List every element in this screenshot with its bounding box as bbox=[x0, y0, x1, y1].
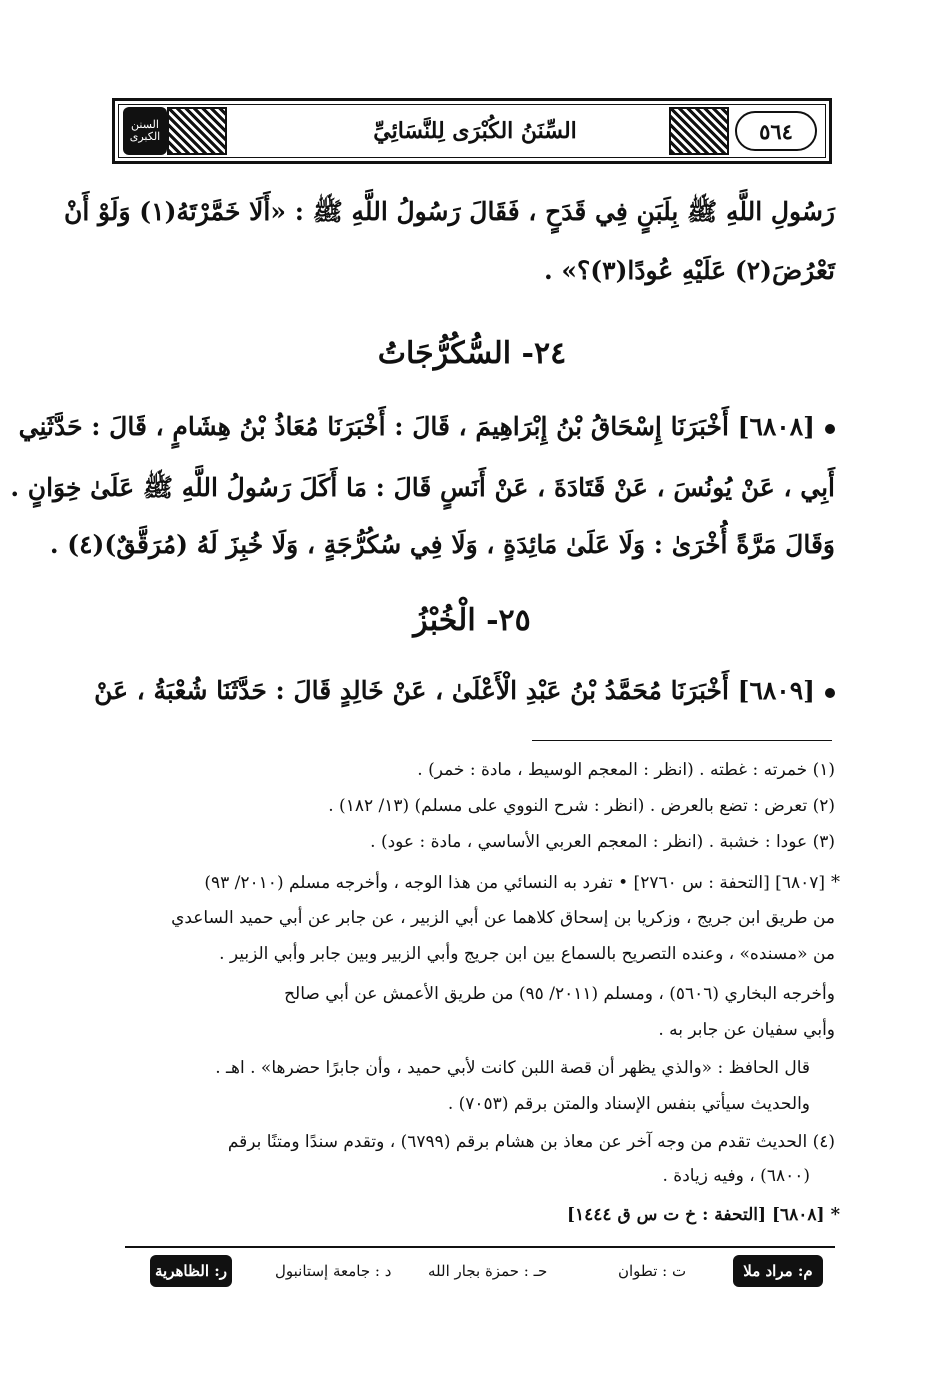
footnote-4-line-1: (٤) الحديث تقدم من وجه آخر عن معاذ بن هشام برقم (٦٧٩٩) ، وتقدم سندًا ومتنًا برقم bbox=[227, 1132, 835, 1152]
takhrij-6807-line-5: وأبي سفيان عن جابر به . bbox=[658, 1020, 835, 1040]
hadith-6809-line-1 bbox=[94, 676, 835, 705]
footnote-1: (١) خمرته : غطته . (انظر : المعجم الوسيط ، مادة : خمر) . bbox=[417, 760, 835, 780]
section-heading-24: ٢٤- السُّكُرُّجَاتُ bbox=[377, 336, 567, 371]
hadith-6809-text-1: [٦٨٠٩] أَخْبَرَنَا مُحَمَّدُ بْنُ عَبْدِ الْأَعْلَىٰ ، عَنْ خَالِدٍ قَالَ : حَدَّثَنَا شُعْبَةُ ، عَنْ bbox=[94, 676, 815, 705]
book-title: السِّنَنُ الكُبْرَى لِلنَّسَائِيِّ bbox=[373, 118, 577, 144]
book-seal-logo bbox=[123, 107, 167, 155]
seal-text: السنن الكبرى bbox=[129, 117, 161, 143]
takhrij-6807-line-2: من طريق ابن جريج ، وزكريا بن إسحاق كلاهما عن أبي الزبير ، عن جابر عن أبي حميد الساعدي bbox=[171, 908, 835, 928]
takhrij-6807-text-1: [٦٨٠٧] [التحفة : س ٢٧٦٠] • تفرد به النسائي من هذا الوجه ، وأخرجه مسلم (٢٠١٠/ ٩٣) bbox=[204, 873, 825, 893]
text-line-2: تَعْرُضَ(٢) عَلَيْهِ عُودًا(٣)؟» . bbox=[543, 256, 835, 285]
text-line-1: رَسُولِ اللَّهِ ﷺ بِلَبَنٍ فِي قَدَحٍ ، فَقَالَ رَسُولُ اللَّهِ ﷺ : «أَلَا خَمَّرْتَهُ(١) وَلَوْ أَنْ bbox=[63, 197, 835, 226]
takhrij-6807-line-1 bbox=[120, 872, 840, 893]
hadith-6808-line-2: أَبِي ، عَنْ يُونُسَ ، عَنْ قَتَادَةَ ، عَنْ أَنَسٍ قَالَ : مَا أَكَلَ رَسُولُ اللَّهِ ﷺ عَلَىٰ خِوَانٍ . bbox=[10, 473, 835, 502]
hadith-6808-text-1: [٦٨٠٨] أَخْبَرَنَا إِسْحَاقُ بْنُ إِبْرَاهِيمَ ، قَالَ : أَخْبَرَنَا مُعَاذُ بْنُ هِشَامٍ ، قَالَ : حَدَّثَنِي bbox=[18, 412, 815, 441]
takhrij-6807-line-4: وأخرجه البخاري (٥٦٠٦) ، ومسلم (٢٠١١/ ٩٥) من طريق الأعمش عن أبي صالح bbox=[284, 984, 835, 1004]
manuscript-t: ت : تطوان bbox=[618, 1262, 687, 1280]
bullet-icon bbox=[825, 688, 835, 698]
manuscript-d: د : جامعة إستانبول bbox=[275, 1262, 392, 1280]
section-heading-25: ٢٥- الْخُبْزُ bbox=[413, 603, 531, 638]
takhrij-6808-text: [٦٨٠٨] [التحفة : خ ت س ق ١٤٤٤] bbox=[566, 1205, 825, 1225]
footnote-2: (٢) تعرض : تضع بالعرض . (انظر : شرح النووي على مسلم) (١٣/ ١٨٢) . bbox=[328, 796, 835, 816]
header-ornament-left bbox=[167, 107, 227, 155]
hadith-6808-line-3: وَقَالَ مَرَّةً أُخْرَىٰ : وَلَا عَلَىٰ مَائِدَةٍ ، وَلَا فِي سُكُرُّجَةٍ ، وَلَا خُبِزَ لَهُ (مُرَقَّقٌ)(٤) . bbox=[49, 530, 835, 559]
header-ornament-right bbox=[669, 107, 729, 155]
footnote-4-line-2: (٦٨٠٠) ، وفيه زيادة . bbox=[662, 1166, 810, 1186]
footer-separator bbox=[125, 1246, 835, 1248]
star-icon: * bbox=[830, 1204, 840, 1225]
bullet-icon bbox=[825, 424, 835, 434]
footnote-separator bbox=[532, 740, 832, 741]
takhrij-6807-line-6: قال الحافظ : «والذي يظهر أن قصة اللبن كانت لأبي حميد ، وأن جابرًا حضرها» . اهـ . bbox=[215, 1058, 810, 1078]
hadith-6808-line-1 bbox=[18, 412, 835, 441]
footnote-3: (٣) عودا : خشبة . (انظر : المعجم العربي الأساسي ، مادة : عود) . bbox=[370, 832, 835, 852]
star-icon: * bbox=[831, 872, 840, 893]
page-number: ٥٦٤ bbox=[735, 111, 817, 151]
takhrij-6807-line-7: والحديث سيأتي بنفس الإسناد والمتن برقم (٧٠٥٣) . bbox=[447, 1094, 810, 1114]
manuscript-h: حـ : حمزة بجار الله bbox=[428, 1262, 548, 1280]
takhrij-6808 bbox=[120, 1204, 840, 1225]
manuscript-tag-r: ر: الظاهرية bbox=[150, 1255, 232, 1287]
page-header bbox=[112, 98, 832, 164]
manuscript-tag-m: م: مراد ملا bbox=[733, 1255, 823, 1287]
takhrij-6807-line-3: من «مسنده» ، وعنده التصريح بالسماع بين ابن جريج وأبي الزبير وبين جابر وأبي الزبير . bbox=[219, 944, 835, 964]
